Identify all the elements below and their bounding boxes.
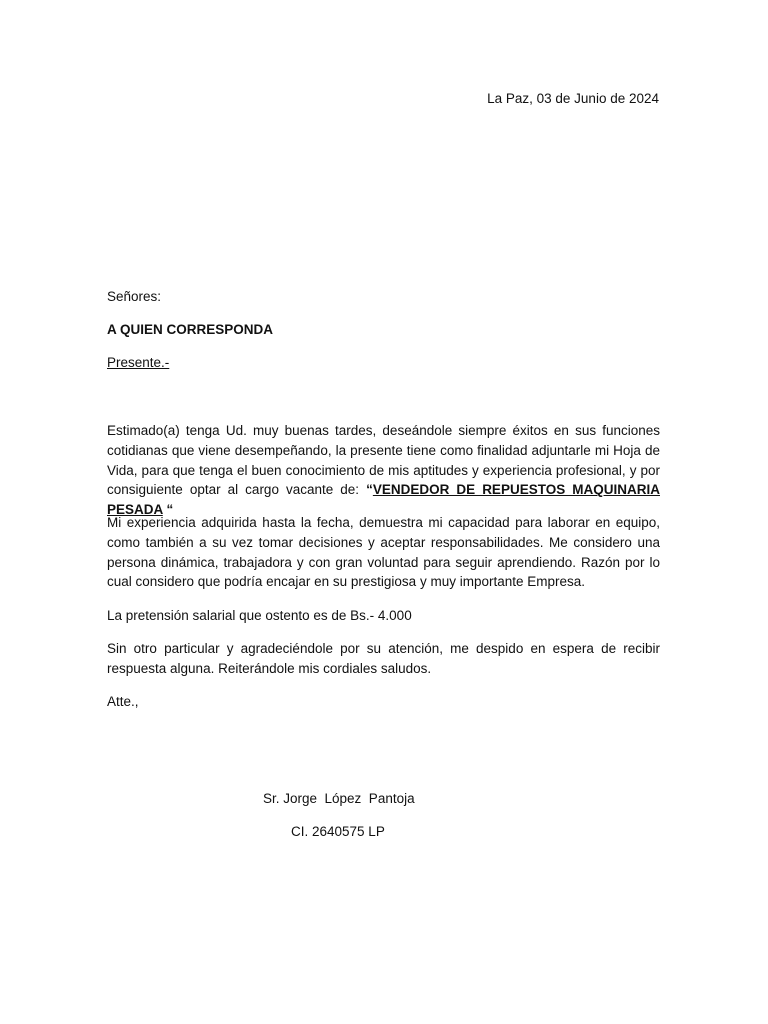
position-name: VENDEDOR DE REPUESTOS MAQUINARIA PESADA	[107, 482, 660, 518]
letter-date: La Paz, 03 de Junio de 2024	[487, 91, 659, 106]
paragraph-experience: Mi experiencia adquirida hasta la fecha, demuestra mi capacidad para laborar en equipo, como también a su vez tomar decisiones y aceptar responsabilidades. Me considero una persona dinámica, trabajadora y con gran voluntad para seguir aprendiendo. Razón por lo cual considero que podría encajar en su prestigiosa y muy importante Empresa.	[107, 515, 660, 590]
position-close-quote: “	[162, 502, 174, 518]
signature-name: Sr. Jorge López Pantoja	[263, 791, 415, 806]
paragraph-salary: La pretensión salarial que ostento es de Bs.- 4.000	[107, 608, 412, 623]
salutation-a-quien-corresponda: A QUIEN CORRESPONDA	[107, 322, 274, 337]
salutation-senores: Señores:	[107, 289, 162, 304]
closing-atte: Atte.,	[107, 694, 139, 709]
paragraph-farewell: Sin otro particular y agradeciéndole por su atención, me despido en espera de recibir respuesta alguna. Reiterándole mis cordiales saludos.	[107, 641, 660, 676]
paragraph-intro-text: Estimado(a) tenga Ud. muy buenas tardes, deseándole siempre éxitos en sus funciones cotidianas que viene desempeñando, la presente tiene como finalidad adjuntarle mi Hoja de Vida, para que tenga el buen conocimiento de mis aptitudes y experiencia profesional, y por consiguiente optar al cargo vacante de:	[107, 423, 660, 498]
paragraph-intro	[107, 421, 660, 520]
signature-id: CI. 2640575 LP	[291, 824, 385, 839]
position-open-quote: “	[366, 482, 373, 498]
salutation-presente: Presente.-	[107, 355, 170, 370]
